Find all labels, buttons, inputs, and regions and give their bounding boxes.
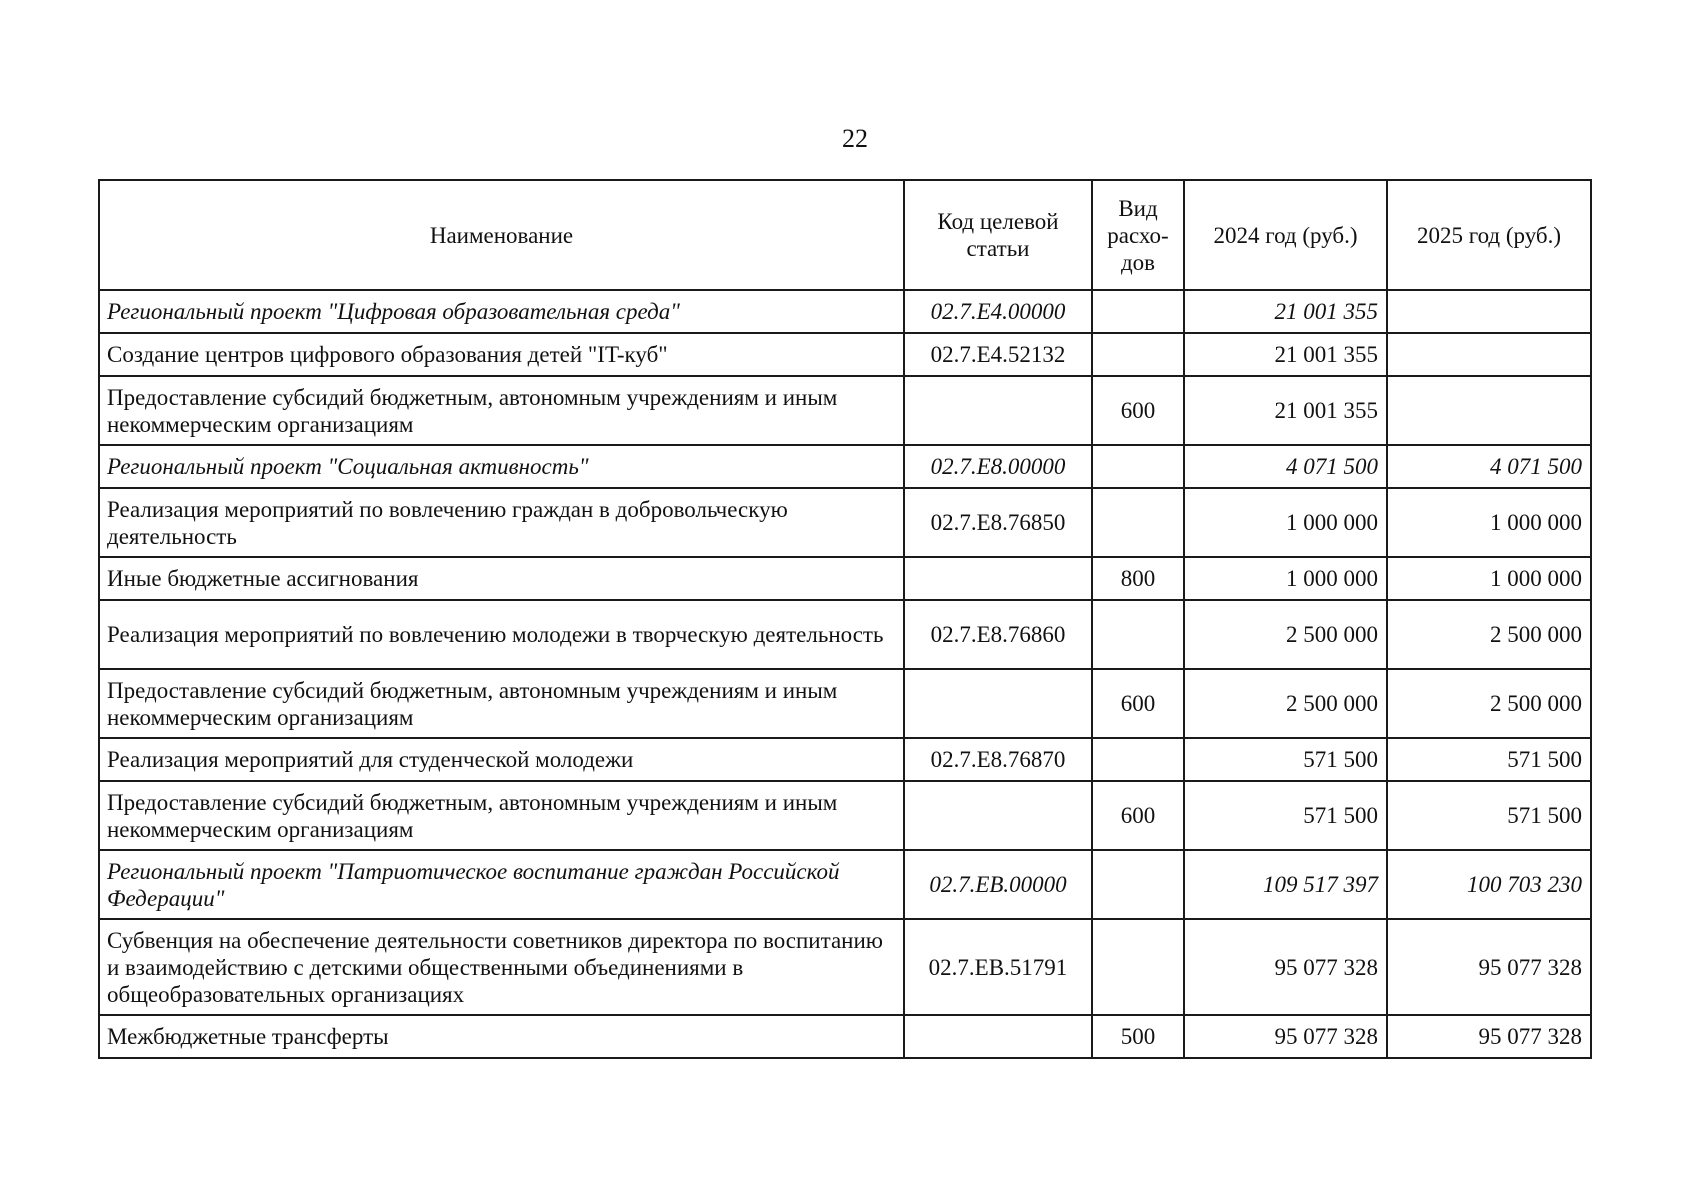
row-2025 — [1387, 376, 1591, 445]
row-2024: 1 000 000 — [1184, 557, 1387, 600]
row-code — [904, 376, 1092, 445]
row-2025: 1 000 000 — [1387, 488, 1591, 557]
row-2024: 95 077 328 — [1184, 1015, 1387, 1058]
row-type — [1092, 600, 1184, 669]
row-2025 — [1387, 290, 1591, 333]
table-row — [99, 1015, 1591, 1058]
row-type: 600 — [1092, 781, 1184, 850]
row-name: Региональный проект "Патриотическое воспитание граждан Российской Федерации" — [99, 850, 904, 919]
row-2025: 95 077 328 — [1387, 919, 1591, 1015]
row-code: 02.7.ЕВ.51791 — [904, 919, 1092, 1015]
row-name: Создание центров цифрового образования детей "IT-куб" — [99, 333, 904, 376]
row-code: 02.7.ЕВ.00000 — [904, 850, 1092, 919]
row-2024: 4 071 500 — [1184, 445, 1387, 488]
row-2024: 95 077 328 — [1184, 919, 1387, 1015]
row-name: Предоставление субсидий бюджетным, автономным учреждениям и иным некоммерческим организациям — [99, 376, 904, 445]
row-name: Реализация мероприятий по вовлечению молодежи в творческую деятельность — [99, 600, 904, 669]
row-name: Реализация мероприятий для студенческой молодежи — [99, 738, 904, 781]
row-2025: 2 500 000 — [1387, 669, 1591, 738]
row-2025: 571 500 — [1387, 781, 1591, 850]
table-row — [99, 488, 1591, 557]
header-code: Код целевой статьи — [904, 180, 1092, 290]
table-row — [99, 557, 1591, 600]
row-2024: 2 500 000 — [1184, 669, 1387, 738]
row-code — [904, 1015, 1092, 1058]
row-type — [1092, 445, 1184, 488]
row-type — [1092, 290, 1184, 333]
row-type: 600 — [1092, 376, 1184, 445]
row-2025: 1 000 000 — [1387, 557, 1591, 600]
row-2025: 571 500 — [1387, 738, 1591, 781]
row-2024: 21 001 355 — [1184, 376, 1387, 445]
row-code: 02.7.Е8.00000 — [904, 445, 1092, 488]
row-type — [1092, 333, 1184, 376]
header-name: Наименование — [99, 180, 904, 290]
row-type: 800 — [1092, 557, 1184, 600]
row-2025: 100 703 230 — [1387, 850, 1591, 919]
row-code: 02.7.Е8.76850 — [904, 488, 1092, 557]
row-name: Реализация мероприятий по вовлечению граждан в добровольческую деятельность — [99, 488, 904, 557]
row-type — [1092, 738, 1184, 781]
row-type — [1092, 850, 1184, 919]
row-type — [1092, 919, 1184, 1015]
table-header-row — [99, 180, 1591, 290]
table-row — [99, 850, 1591, 919]
row-name: Предоставление субсидий бюджетным, автономным учреждениям и иным некоммерческим организациям — [99, 781, 904, 850]
row-code: 02.7.Е8.76870 — [904, 738, 1092, 781]
table-row — [99, 445, 1591, 488]
header-type: Вид расхо-дов — [1092, 180, 1184, 290]
row-2025: 95 077 328 — [1387, 1015, 1591, 1058]
table-row — [99, 738, 1591, 781]
row-name: Иные бюджетные ассигнования — [99, 557, 904, 600]
row-name: Субвенция на обеспечение деятельности советников директора по воспитанию и взаимодействию с детскими общественными объединениями в общеобразовательных организациях — [99, 919, 904, 1015]
row-code: 02.7.Е4.00000 — [904, 290, 1092, 333]
page-number: 22 — [842, 124, 868, 153]
row-name: Предоставление субсидий бюджетным, автономным учреждениям и иным некоммерческим организациям — [99, 669, 904, 738]
row-name: Региональный проект "Цифровая образовательная среда" — [99, 290, 904, 333]
table-row — [99, 669, 1591, 738]
row-2024: 21 001 355 — [1184, 333, 1387, 376]
header-2025: 2025 год (руб.) — [1387, 180, 1591, 290]
row-2025: 4 071 500 — [1387, 445, 1591, 488]
row-2024: 571 500 — [1184, 781, 1387, 850]
row-type — [1092, 488, 1184, 557]
row-type: 600 — [1092, 669, 1184, 738]
row-code: 02.7.Е4.52132 — [904, 333, 1092, 376]
budget-table — [98, 179, 1592, 1059]
header-2024: 2024 год (руб.) — [1184, 180, 1387, 290]
row-2024: 1 000 000 — [1184, 488, 1387, 557]
table-row — [99, 333, 1591, 376]
table-row — [99, 376, 1591, 445]
row-2024: 109 517 397 — [1184, 850, 1387, 919]
row-2024: 571 500 — [1184, 738, 1387, 781]
row-name: Региональный проект "Социальная активность" — [99, 445, 904, 488]
row-2024: 2 500 000 — [1184, 600, 1387, 669]
row-code: 02.7.Е8.76860 — [904, 600, 1092, 669]
row-2025 — [1387, 333, 1591, 376]
table-row — [99, 600, 1591, 669]
table-row — [99, 781, 1591, 850]
row-code — [904, 669, 1092, 738]
row-code — [904, 557, 1092, 600]
table-row — [99, 290, 1591, 333]
row-2024: 21 001 355 — [1184, 290, 1387, 333]
row-name: Межбюджетные трансферты — [99, 1015, 904, 1058]
row-code — [904, 781, 1092, 850]
table-row — [99, 919, 1591, 1015]
row-2025: 2 500 000 — [1387, 600, 1591, 669]
row-type: 500 — [1092, 1015, 1184, 1058]
